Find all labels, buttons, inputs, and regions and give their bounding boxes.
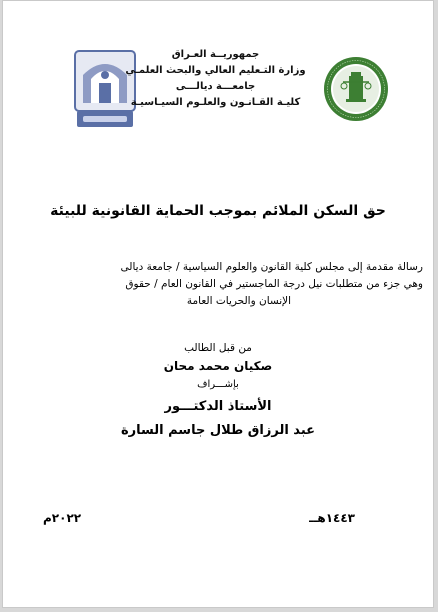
date-gregorian: ٢٠٢٢م xyxy=(43,511,82,525)
statement-line-3: الإنسان والحريات العامة xyxy=(186,295,292,307)
supervisor-name: عبد الرزاق طلال جاسم السارة xyxy=(120,423,316,438)
student-name: صكيان محمد محان xyxy=(163,359,273,373)
institution-header xyxy=(113,47,318,111)
supervisor-title: الأستاذ الدكتـــور xyxy=(164,399,272,414)
date-hijri: ١٤٤٣هــ xyxy=(309,511,355,525)
header-ministry: وزارة التـعليم العالي والبحث العلمـي xyxy=(125,65,306,76)
statement-line-2: وهي جزء من متطلبات نيل درجة الماجستير في القانون العام / حقوق xyxy=(125,278,423,290)
submission-statement xyxy=(23,259,423,310)
document-page xyxy=(3,1,433,607)
statement-line-1: رسالة مقدمة إلى مجلس كلية القانون والعلوم السياسية / جامعة ديالى xyxy=(120,261,423,273)
header-college: كليـة القـانـون والعلـوم السيـاسيـة xyxy=(130,97,301,108)
supervision-label: بإشـــراف xyxy=(197,379,239,390)
header-country: جمهوريــة العـراق xyxy=(171,49,260,60)
by-student-label: من قبل الطالب xyxy=(184,342,252,354)
header-university: جامعـــة ديالـــى xyxy=(175,81,256,92)
thesis-title: حق السكن الملائم بموجب الحماية القانونية للبيئة xyxy=(50,203,386,219)
cover-sheet xyxy=(3,1,433,607)
college-seal-icon xyxy=(323,56,389,122)
